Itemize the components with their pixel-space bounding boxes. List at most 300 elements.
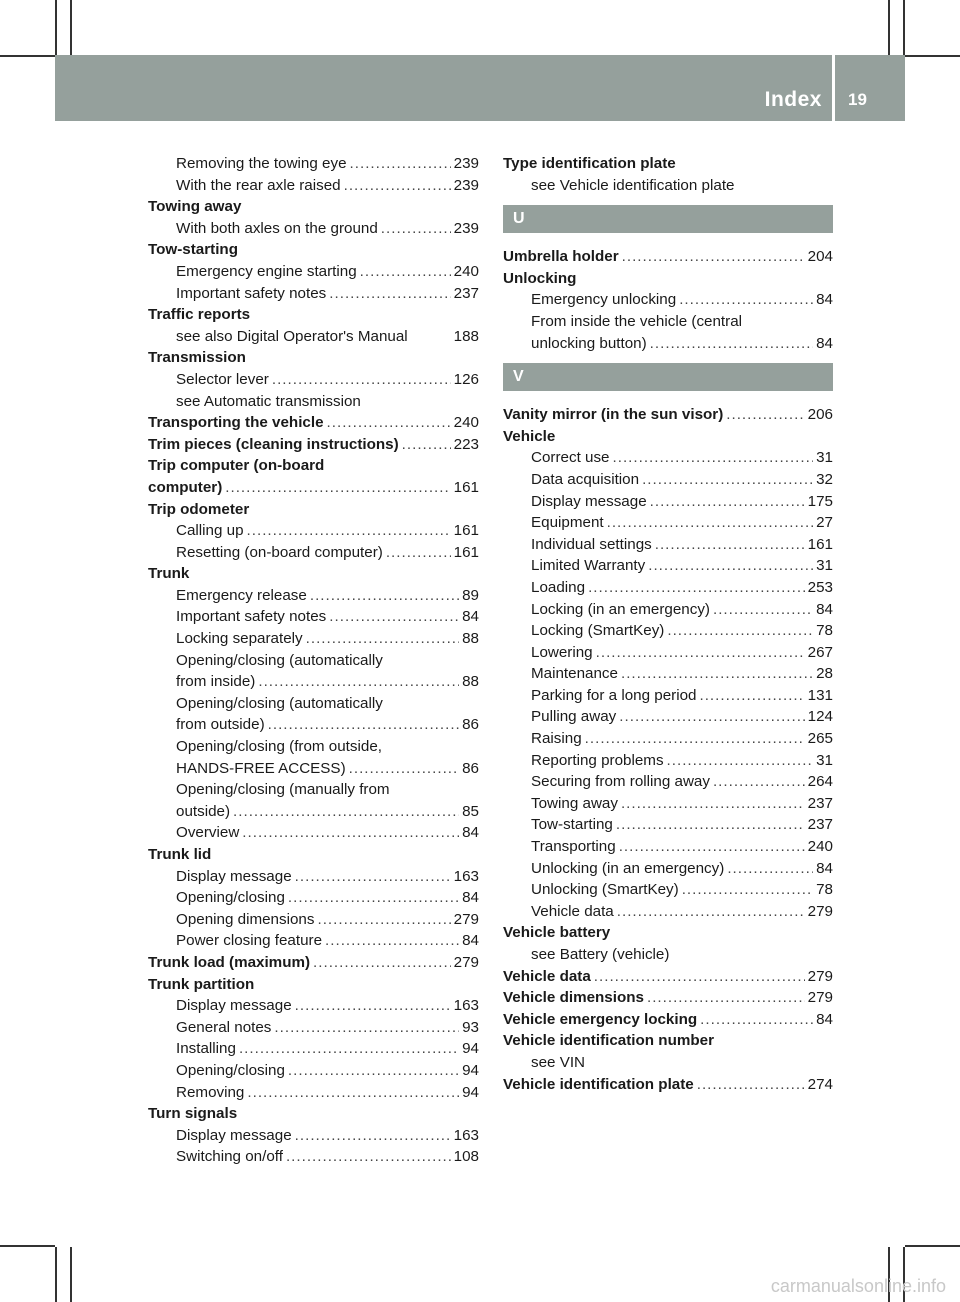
entry-label: Unlocking (in an emergency): [531, 859, 725, 877]
entry-label: General notes: [176, 1018, 272, 1036]
entry-page-number: 206: [807, 406, 833, 424]
index-entry: [148, 412, 479, 434]
index-subentry: [503, 879, 833, 901]
entry-label: Opening/closing (from outside,: [176, 738, 382, 756]
leader-dots: [258, 671, 459, 693]
crop-mark: [0, 55, 55, 57]
entry-page-number: 239: [453, 155, 479, 172]
entry-label: Tow-starting: [531, 816, 613, 834]
entry-page-number: 89: [462, 586, 479, 604]
leader-dots: [288, 887, 459, 909]
entry-label: Parking for a long period: [531, 686, 697, 704]
index-subentry: [503, 901, 833, 923]
entry-page-number: 108: [453, 1148, 479, 1166]
entry-label: Transporting the vehicle: [148, 414, 324, 432]
entry-label: Trunk partition: [148, 975, 255, 993]
entry-label: With both axles on the ground: [176, 219, 378, 237]
entry-label: Overview: [176, 824, 240, 842]
crop-mark: [70, 1247, 72, 1302]
index-subentry: [503, 814, 833, 836]
index-subentry: [148, 153, 479, 175]
index-subentry: [503, 469, 833, 491]
index-column-left: [148, 153, 479, 1168]
entry-label: see VIN: [531, 1053, 586, 1071]
leader-dots: [585, 728, 805, 750]
index-subentry: [148, 822, 479, 844]
entry-page-number: 161: [807, 535, 833, 553]
index-subentry: [148, 801, 479, 823]
leader-dots: [325, 930, 459, 952]
leader-dots: [697, 1074, 805, 1096]
entry-page-number: 84: [816, 334, 833, 352]
entry-label: Vehicle identification number: [503, 1032, 714, 1050]
entry-label: Traffic reports: [148, 306, 251, 324]
entry-label: Removing the towing eye: [176, 155, 347, 172]
entry-label: Emergency unlocking: [531, 291, 677, 309]
entry-page-number: 279: [807, 989, 833, 1007]
entry-page-number: 124: [807, 708, 833, 726]
entry-label: Type identification plate: [503, 155, 676, 172]
entry-page-number: 78: [816, 881, 833, 899]
leader-dots: [247, 1082, 459, 1104]
entry-page-number: 240: [453, 414, 479, 432]
entry-label: Vehicle dimensions: [503, 989, 644, 1007]
header-divider: [832, 55, 835, 121]
index-subentry: [148, 261, 479, 283]
entry-label: Limited Warranty: [531, 557, 646, 575]
entry-page-number: 253: [807, 578, 833, 596]
crop-mark: [888, 0, 890, 55]
entry-label: Correct use: [531, 449, 610, 467]
index-subentry: [148, 1082, 479, 1104]
index-subentry: [148, 1060, 479, 1082]
index-subentry: [148, 1038, 479, 1060]
entry-page-number: 84: [462, 889, 479, 907]
entry-label: Locking (in an emergency): [531, 600, 710, 618]
index-subentry: [503, 599, 833, 621]
index-entry: [148, 434, 479, 456]
leader-dots: [648, 555, 813, 577]
index-subentry: [503, 491, 833, 513]
leader-dots: [621, 663, 813, 685]
entry-label: Opening/closing (manually from: [176, 781, 390, 799]
entry-label: HANDS-FREE ACCESS): [176, 759, 346, 777]
leader-dots: [619, 836, 805, 858]
leader-dots: [313, 952, 451, 974]
index-entry: [503, 426, 833, 448]
leader-dots: [310, 585, 459, 607]
index-entry: [503, 246, 833, 268]
entry-label: outside): [176, 802, 231, 820]
entry-label: Display message: [176, 1126, 292, 1144]
index-subentry: [503, 771, 833, 793]
index-subentry: [148, 693, 479, 715]
index-entry: [503, 922, 833, 944]
index-subentry: [148, 218, 479, 240]
index-subentry: [148, 758, 479, 780]
leader-dots: [349, 758, 459, 780]
entry-label: Unlocking: [503, 269, 577, 287]
leader-dots: [268, 714, 459, 736]
index-subentry: [148, 283, 479, 305]
entry-page-number: 31: [816, 557, 833, 575]
leader-dots: [288, 1060, 459, 1082]
entry-page-number: 237: [807, 794, 833, 812]
entry-page-number: 267: [807, 643, 833, 661]
index-entry: [503, 153, 833, 175]
index-subentry: [503, 447, 833, 469]
entry-label: Selector lever: [176, 370, 269, 388]
index-subentry: [148, 175, 479, 197]
entry-label: Opening/closing: [176, 889, 285, 907]
index-entry: [148, 455, 479, 477]
entry-label: Display message: [176, 997, 292, 1015]
leader-dots: [306, 628, 459, 650]
entry-page-number: 84: [816, 600, 833, 618]
index-subentry: [503, 750, 833, 772]
entry-page-number: 84: [816, 859, 833, 877]
entry-page-number: 188: [453, 327, 479, 345]
entry-label: see Battery (vehicle): [531, 946, 670, 963]
entry-label: Towing away: [148, 198, 242, 216]
entry-label: Locking separately: [176, 630, 303, 648]
entry-page-number: 86: [462, 759, 479, 777]
leader-dots: [247, 520, 451, 542]
entry-label: Vehicle data: [503, 967, 591, 985]
entry-page-number: 94: [462, 1040, 479, 1058]
entry-page-number: 85: [462, 802, 479, 820]
index-entry: [148, 1103, 479, 1125]
crop-mark: [905, 1245, 960, 1247]
entry-label: Reporting problems: [531, 751, 664, 769]
crop-mark: [903, 0, 905, 55]
entry-page-number: 88: [462, 673, 479, 691]
entry-label: Pulling away: [531, 708, 617, 726]
crop-mark: [55, 1247, 57, 1302]
entry-label: Display message: [176, 867, 292, 885]
entry-page-number: 239: [453, 219, 479, 237]
entry-label: see also Digital Operator's Manual: [176, 327, 408, 345]
index-entry: [148, 347, 479, 369]
entry-page-number: 237: [453, 284, 479, 302]
entry-page-number: 204: [807, 248, 833, 266]
entry-page-number: 239: [453, 176, 479, 194]
entry-page-number: 240: [807, 838, 833, 856]
entry-label: Removing: [176, 1083, 245, 1101]
index-subentry: [148, 1017, 479, 1039]
entry-label: Important safety notes: [176, 608, 327, 626]
leader-dots: [225, 477, 450, 499]
leader-dots: [329, 606, 459, 628]
entry-label: Opening dimensions: [176, 910, 315, 928]
entry-label: Equipment: [531, 514, 604, 532]
entry-page-number: 279: [453, 910, 479, 928]
index-subentry: [148, 736, 479, 758]
index-subentry: [503, 620, 833, 642]
entry-label: Towing away: [531, 794, 618, 812]
entry-page-number: 161: [453, 478, 479, 496]
entry-page-number: 86: [462, 716, 479, 734]
index-section-header: U: [503, 205, 833, 233]
leader-dots: [274, 1017, 459, 1039]
leader-dots: [713, 599, 813, 621]
leader-dots: [402, 434, 451, 456]
index-subentry: [148, 326, 479, 348]
entry-label: Display message: [531, 492, 647, 510]
index-subentry: [503, 685, 833, 707]
leader-dots: [295, 1125, 451, 1147]
index-entry: [503, 1074, 833, 1096]
leader-dots: [619, 706, 804, 728]
index-subentry: [148, 585, 479, 607]
entry-page-number: 84: [462, 932, 479, 950]
index-entry: [503, 987, 833, 1009]
page-title: Index: [764, 88, 822, 111]
leader-dots: [713, 771, 805, 793]
entry-label: Trunk: [148, 565, 190, 583]
index-entry: [503, 268, 833, 290]
watermark: carmanualsonline.info: [770, 1276, 946, 1296]
leader-dots: [621, 793, 805, 815]
leader-dots: [295, 995, 451, 1017]
entry-label: Maintenance: [531, 665, 618, 683]
entry-page-number: 274: [807, 1075, 833, 1093]
leader-dots: [233, 801, 459, 823]
index-entry: [503, 1030, 833, 1052]
leader-dots: [295, 866, 451, 888]
index-subentry: [503, 175, 833, 197]
entry-page-number: 161: [453, 522, 479, 540]
index-subentry: [503, 577, 833, 599]
entry-label: From inside the vehicle (central: [531, 312, 743, 330]
entry-label: Vanity mirror (in the sun visor): [503, 406, 724, 424]
entry-page-number: 31: [816, 449, 833, 467]
entry-label: Important safety notes: [176, 284, 327, 302]
entry-label: Resetting (on-board computer): [176, 543, 383, 561]
entry-label: Securing from rolling away: [531, 773, 710, 791]
leader-dots: [616, 814, 805, 836]
leader-dots: [700, 1009, 813, 1031]
entry-page-number: 279: [807, 967, 833, 985]
leader-dots: [607, 512, 813, 534]
index-entry: [503, 404, 833, 426]
entry-label: Lowering: [531, 643, 593, 661]
entry-label: Transporting: [531, 838, 616, 856]
index-subentry: [148, 628, 479, 650]
index-subentry: [503, 333, 833, 355]
entry-label: Vehicle emergency locking: [503, 1010, 698, 1028]
entry-label: Umbrella holder: [503, 248, 619, 266]
index-subentry: [148, 1146, 479, 1168]
leader-dots: [682, 879, 813, 901]
index-subentry: [148, 930, 479, 952]
index-entry: [148, 239, 479, 261]
entry-page-number: 84: [462, 824, 479, 842]
entry-page-number: 84: [462, 608, 479, 626]
index-entry: [148, 844, 479, 866]
entry-page-number: 237: [807, 816, 833, 834]
index-subentry: [148, 909, 479, 931]
entry-page-number: 279: [807, 902, 833, 920]
leader-dots: [272, 369, 451, 391]
index-subentry: [148, 391, 479, 413]
index-subentry: [503, 311, 833, 333]
entry-label: unlocking button): [531, 334, 647, 352]
index-subentry: [148, 887, 479, 909]
entry-page-number: 175: [807, 492, 833, 510]
index-entry: [148, 499, 479, 521]
index-subentry: [503, 512, 833, 534]
leader-dots: [381, 218, 451, 240]
index-subentry: [148, 995, 479, 1017]
index-entry: [148, 477, 479, 499]
leader-dots: [386, 542, 451, 564]
index-subentry: [503, 793, 833, 815]
entry-label: Emergency engine starting: [176, 262, 357, 280]
leader-dots: [650, 333, 813, 355]
entry-page-number: 84: [816, 291, 833, 309]
entry-label: With the rear axle raised: [176, 176, 341, 194]
index-subentry: [503, 555, 833, 577]
leader-dots: [596, 642, 805, 664]
entry-label: Trunk load (maximum): [148, 953, 311, 971]
entry-label: Vehicle: [503, 427, 556, 445]
index-subentry: [503, 706, 833, 728]
leader-dots: [655, 534, 805, 556]
entry-label: see Vehicle identification plate: [531, 176, 735, 194]
entry-label: Emergency release: [176, 586, 307, 604]
leader-dots: [344, 175, 451, 197]
entry-label: Trim pieces (cleaning instructions): [148, 435, 399, 453]
leader-dots: [667, 750, 814, 772]
leader-dots: [679, 289, 813, 311]
entry-page-number: 265: [807, 730, 833, 748]
index-subentry: [148, 606, 479, 628]
leader-dots: [622, 246, 805, 268]
index-entry: [148, 974, 479, 996]
entry-label: Switching on/off: [176, 1148, 283, 1166]
entry-label: Tow-starting: [148, 241, 238, 259]
entry-label: see Automatic transmission: [176, 392, 361, 410]
entry-label: Individual settings: [531, 535, 652, 553]
entry-page-number: 163: [453, 1126, 479, 1144]
index-entry: [148, 196, 479, 218]
entry-label: Vehicle identification plate: [503, 1075, 694, 1093]
entry-label: Trip computer (on-board: [148, 457, 325, 475]
leader-dots: [242, 822, 459, 844]
index-subentry: [148, 1125, 479, 1147]
leader-dots: [317, 909, 450, 931]
leader-dots: [699, 685, 804, 707]
index-entry: [503, 966, 833, 988]
index-subentry: [503, 944, 833, 966]
entry-page-number: 94: [462, 1061, 479, 1079]
entry-page-number: 28: [816, 665, 833, 683]
entry-label: from outside): [176, 716, 265, 734]
entry-page-number: 223: [453, 435, 479, 453]
entry-label: Transmission: [148, 349, 246, 367]
leader-dots: [239, 1038, 459, 1060]
entry-label: Vehicle data: [531, 902, 614, 920]
entry-label: Turn signals: [148, 1105, 238, 1123]
index-entry: [148, 563, 479, 585]
entry-page-number: 279: [453, 953, 479, 971]
entry-label: Raising: [531, 730, 582, 748]
index-subentry: [148, 542, 479, 564]
index-subentry: [148, 369, 479, 391]
entry-page-number: 163: [453, 867, 479, 885]
entry-page-number: 88: [462, 630, 479, 648]
leader-dots: [360, 261, 451, 283]
entry-page-number: 126: [453, 370, 479, 388]
index-subentry: [503, 663, 833, 685]
index-subentry: [503, 728, 833, 750]
leader-dots: [588, 577, 805, 599]
entry-label: Unlocking (SmartKey): [531, 881, 679, 899]
leader-dots: [667, 620, 813, 642]
entry-label: Trip odometer: [148, 500, 250, 518]
leader-dots: [726, 404, 804, 426]
entry-page-number: 94: [462, 1083, 479, 1101]
entry-label: computer): [148, 478, 223, 496]
leader-dots: [727, 858, 813, 880]
leader-dots: [642, 469, 813, 491]
crop-mark: [55, 0, 57, 55]
entry-label: Vehicle battery: [503, 924, 611, 942]
crop-mark: [905, 55, 960, 57]
crop-mark: [70, 0, 72, 55]
leader-dots: [350, 153, 451, 175]
leader-dots: [647, 987, 805, 1009]
page-number: 19: [848, 90, 867, 109]
entry-label: Opening/closing (automatically: [176, 694, 383, 712]
entry-label: Data acquisition: [531, 470, 640, 488]
entry-page-number: 27: [816, 514, 833, 532]
leader-dots: [329, 283, 450, 305]
entry-page-number: 84: [816, 1010, 833, 1028]
index-subentry: [503, 289, 833, 311]
entry-label: Power closing feature: [176, 932, 323, 950]
index-entry: [148, 952, 479, 974]
leader-dots: [286, 1146, 451, 1168]
leader-dots: [594, 966, 805, 988]
leader-dots: [613, 447, 814, 469]
index-subentry: [148, 650, 479, 672]
index-subentry: [503, 836, 833, 858]
entry-label: Locking (SmartKey): [531, 622, 665, 640]
entry-page-number: 78: [816, 622, 833, 640]
index-subentry: [148, 779, 479, 801]
index-subentry: [503, 858, 833, 880]
entry-label: Loading: [531, 578, 586, 596]
entry-label: Installing: [176, 1040, 236, 1058]
index-subentry: [148, 520, 479, 542]
leader-dots: [650, 491, 805, 513]
entry-label: Opening/closing (automatically: [176, 651, 383, 669]
entry-label: from inside): [176, 673, 256, 691]
index-subentry: [503, 534, 833, 556]
index-subentry: [503, 642, 833, 664]
entry-page-number: 93: [462, 1018, 479, 1036]
index-column-right: [503, 153, 833, 1095]
entry-label: Opening/closing: [176, 1061, 285, 1079]
index-entry: [148, 304, 479, 326]
index-subentry: [148, 714, 479, 736]
entry-label: Calling up: [176, 522, 244, 540]
index-subentry: [503, 1052, 833, 1074]
index-section-header: V: [503, 363, 833, 391]
entry-page-number: 161: [453, 543, 479, 561]
